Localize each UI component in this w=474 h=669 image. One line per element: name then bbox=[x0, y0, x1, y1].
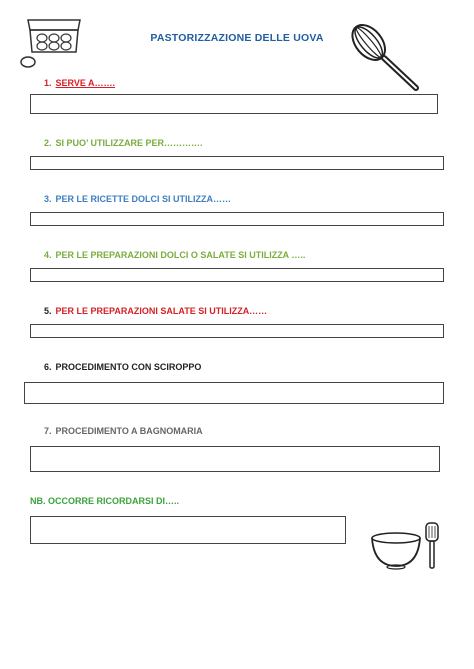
answer-field-2[interactable] bbox=[30, 156, 444, 170]
question-6-text: PROCEDIMENTO CON SCIROPPO bbox=[55, 362, 202, 372]
question-4 bbox=[44, 250, 305, 260]
spatula-icon bbox=[424, 522, 440, 570]
answer-field-6[interactable] bbox=[24, 382, 444, 404]
page-title: PASTORIZZAZIONE DELLE UOVA bbox=[150, 32, 324, 44]
question-3-number: 3. bbox=[44, 194, 52, 204]
question-3-text: PER LE RICETTE DOLCI SI UTILIZZA…… bbox=[55, 194, 232, 204]
question-7 bbox=[44, 426, 203, 436]
question-4-number: 4. bbox=[44, 250, 52, 260]
answer-field-4[interactable] bbox=[30, 268, 444, 282]
question-1 bbox=[44, 78, 115, 88]
question-2 bbox=[44, 138, 203, 148]
answer-field-1[interactable] bbox=[30, 94, 438, 114]
question-5-number: 5. bbox=[44, 306, 52, 316]
question-1-text: SERVE A……. bbox=[55, 78, 116, 88]
question-2-number: 2. bbox=[44, 138, 52, 148]
question-1-number: 1. bbox=[44, 78, 52, 88]
whisk-icon bbox=[346, 20, 426, 94]
question-2-text: SI PUO’ UTILIZZARE PER…………. bbox=[55, 138, 203, 148]
question-5-text: PER LE PREPARAZIONI SALATE SI UTILIZZA…… bbox=[55, 306, 268, 316]
question-7-number: 7. bbox=[44, 426, 52, 436]
note-label: NB. OCCORRE RICORDARSI DI….. bbox=[30, 496, 180, 506]
note-answer-field[interactable] bbox=[30, 516, 346, 544]
mixing-bowl-icon bbox=[370, 532, 422, 570]
question-7-text: PROCEDIMENTO A BAGNOMARIA bbox=[55, 426, 203, 436]
question-6-number: 6. bbox=[44, 362, 52, 372]
question-4-text: PER LE PREPARAZIONI DOLCI O SALATE SI UTILIZZA ….. bbox=[55, 250, 306, 260]
question-3 bbox=[44, 194, 231, 204]
question-6 bbox=[44, 362, 201, 372]
answer-field-3[interactable] bbox=[30, 212, 444, 226]
answer-field-5[interactable] bbox=[30, 324, 444, 338]
answer-field-7[interactable] bbox=[30, 446, 440, 472]
question-5 bbox=[44, 306, 267, 316]
